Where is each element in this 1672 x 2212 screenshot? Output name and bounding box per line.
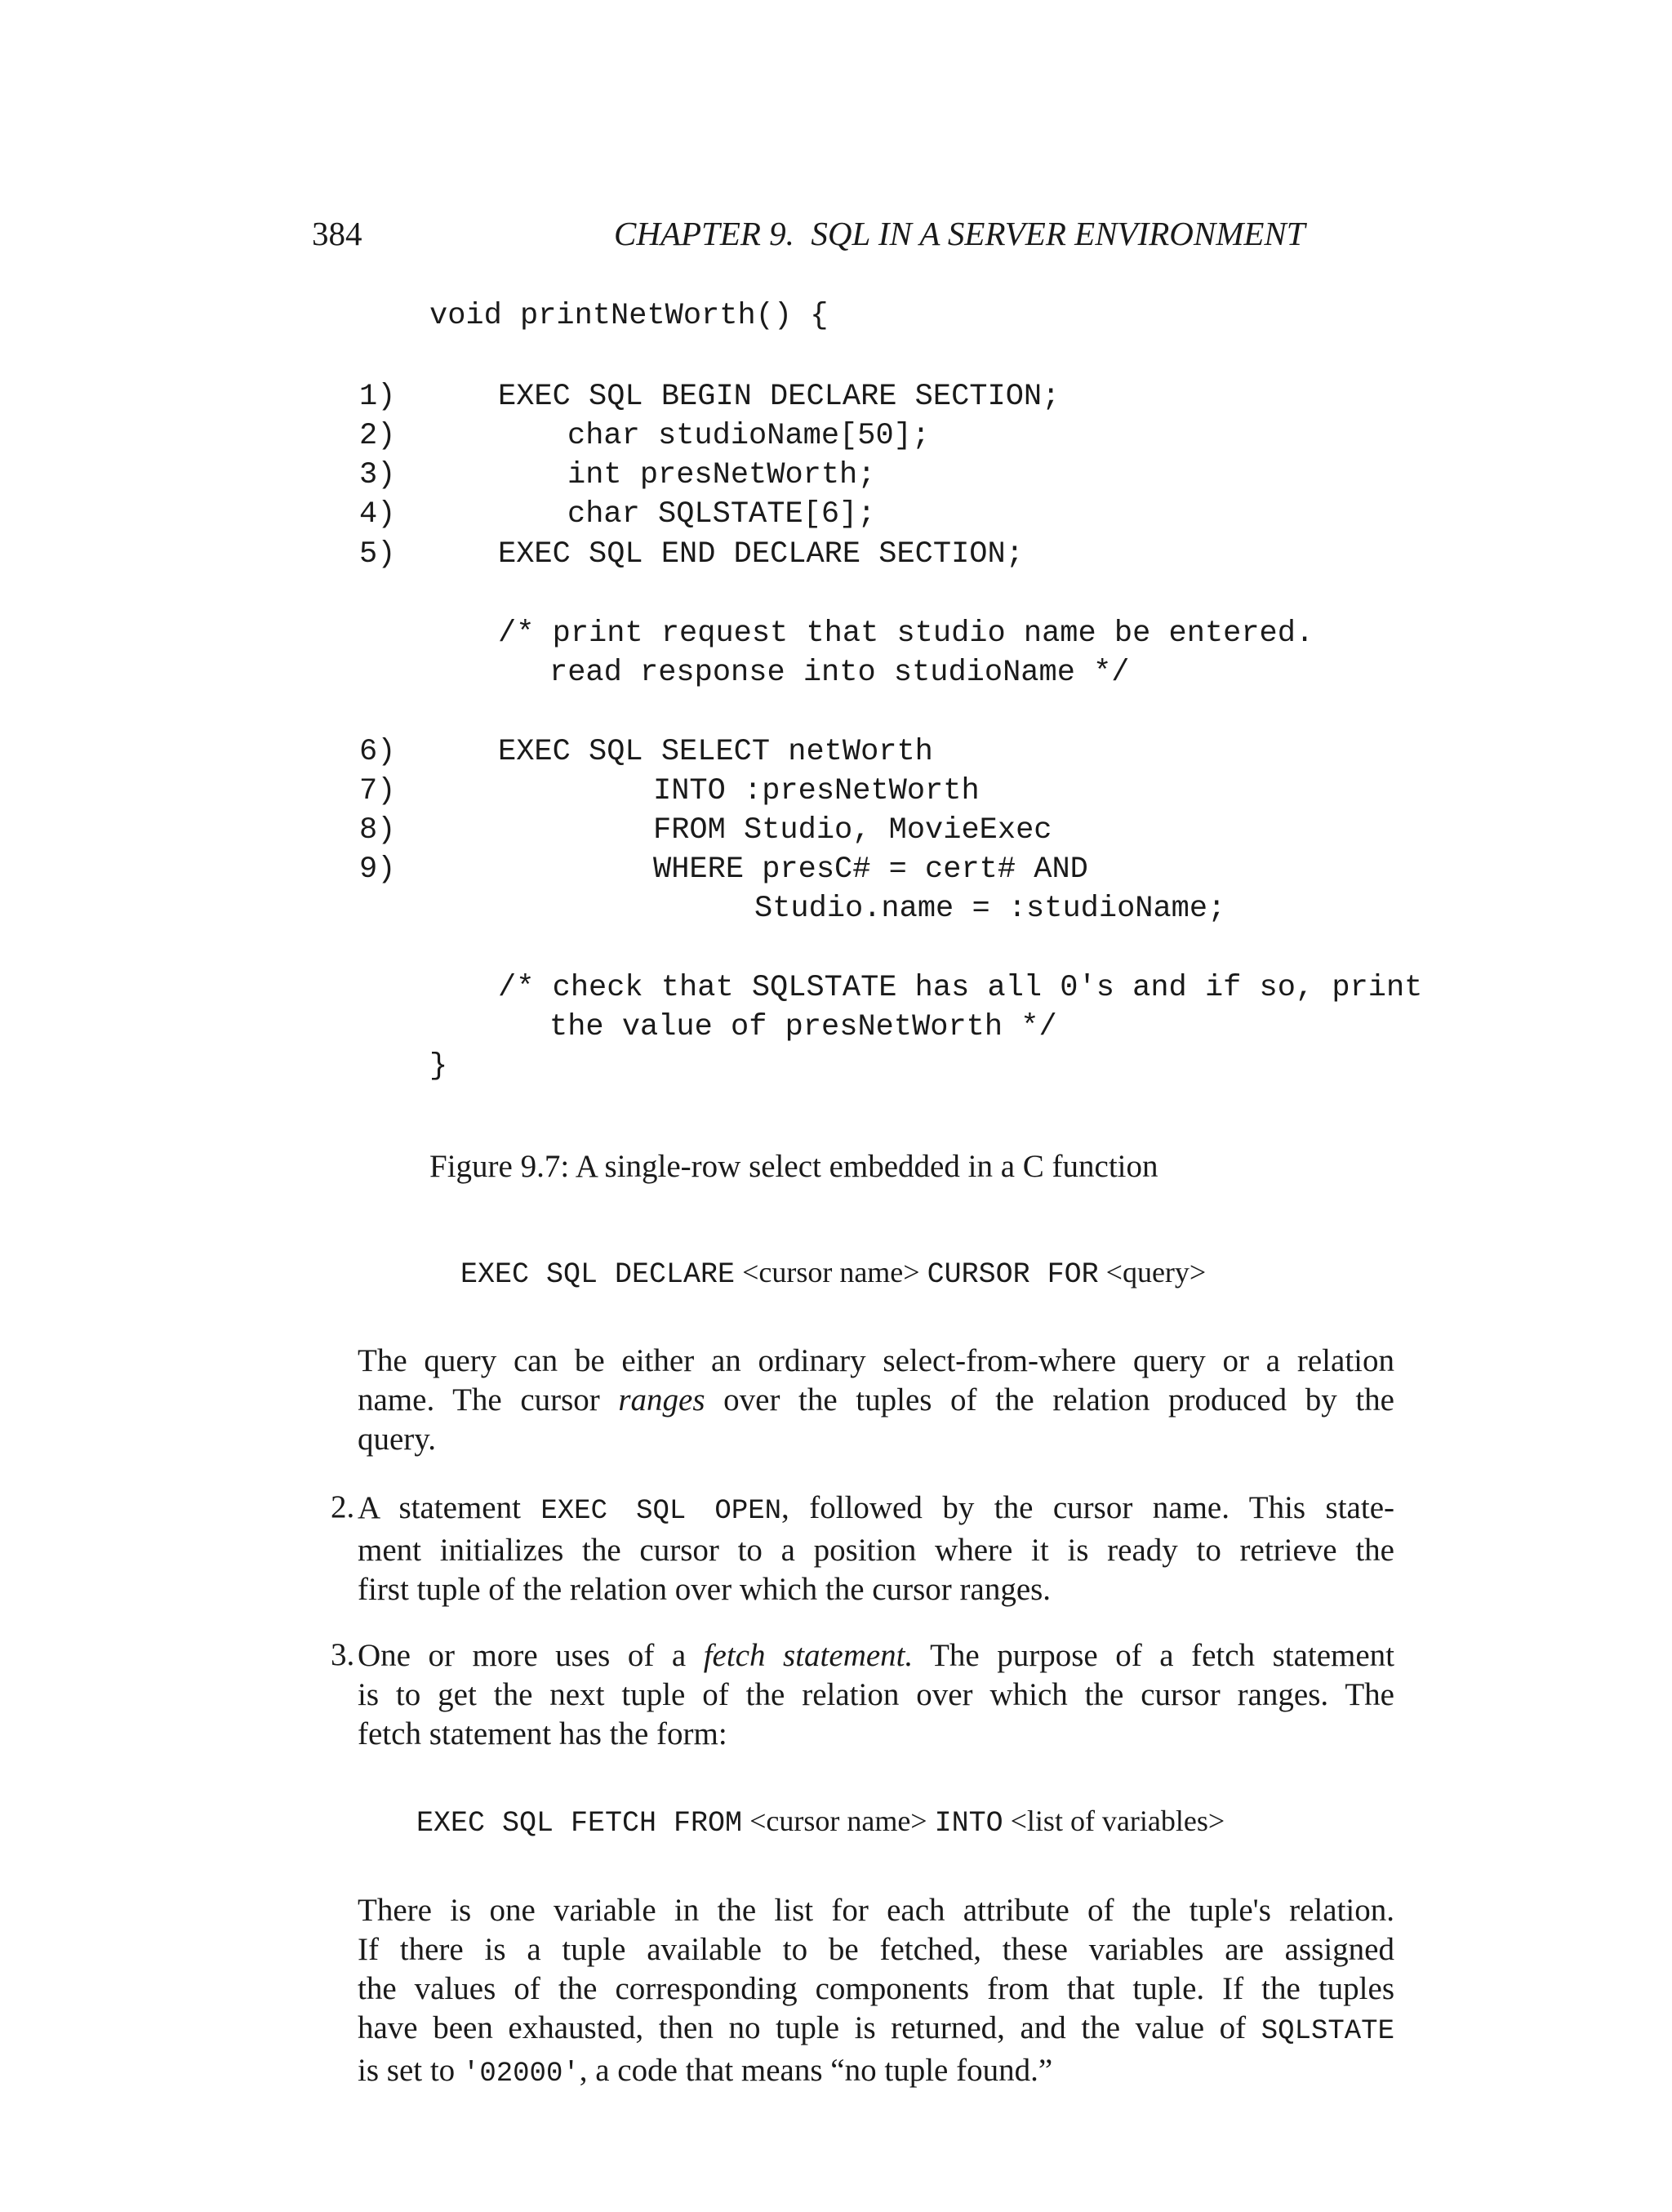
text-line: One or more uses of a fetch statement. The purpose of a fetch statement [358,1638,1395,1673]
code-closing-brace: } [429,1049,448,1084]
text-line: name. The cursor ranges over the tuples of the relation produced by the [358,1382,1394,1418]
code-line: EXEC SQL SELECT netWorth [498,735,933,769]
code-line: int presNetWorth; [567,458,876,492]
list-item-number: 2. [331,1489,355,1524]
line-number: 2) [359,419,396,453]
text-line: is to get the next tuple of the relation over which the cursor ranges. The [358,1677,1394,1712]
inline-code: '02000' [462,2058,580,2090]
list-item [358,1489,1394,1609]
inline-code: SQLSTATE [1261,2016,1394,2047]
fetch-statement [416,1804,1225,1840]
code-comment: the value of presNetWorth */ [549,1010,1057,1044]
text-line: query. [358,1422,437,1457]
syntax-placeholder: <cursor name> [749,1805,927,1837]
text-line: ment initializes the cursor to a position where it is ready to retrieve the [358,1533,1394,1568]
line-number: 6) [359,735,396,769]
emphasis: ranges [618,1382,705,1418]
code-comment: /* print request that studio name be entered. [498,616,1314,651]
text-line: The query can be either an ordinary select-from-where query or a relation [358,1343,1394,1378]
line-number: 3) [359,458,396,492]
code-line: void printNetWorth() { [429,299,829,333]
inline-code: EXEC SQL OPEN [540,1496,782,1527]
list-item-number: 3. [331,1637,355,1672]
code-line: Studio.name = :studioName; [754,892,1226,926]
text-line: fetch statement has the form: [358,1716,727,1751]
line-number: 5) [359,537,396,572]
text-line: the values of the corresponding components from that tuple. If the tuples [358,1971,1394,2006]
running-head: CHAPTER 9. SQL IN A SERVER ENVIRONMENT [614,215,1305,252]
code-line: char studioName[50]; [567,419,931,453]
page-number: 384 [312,215,362,252]
line-number: 4) [359,497,396,532]
line-number: 1) [359,380,396,414]
text-line: A statement EXEC SQL OPEN, followed by the cursor name. This state- [358,1490,1394,1527]
line-number: 7) [359,774,396,808]
text-line: first tuple of the relation over which the cursor ranges. [358,1572,1052,1607]
text-line: have been exhausted, then no tuple is returned, and the value of SQLSTATE [358,2010,1394,2047]
code-line: EXEC SQL BEGIN DECLARE SECTION; [498,380,1061,414]
text-line: is set to '02000', a code that means “no tuple found.” [358,2053,1053,2090]
list-item [358,1636,1394,1754]
code-keyword: EXEC SQL FETCH FROM [416,1807,743,1840]
line-number: 9) [359,852,396,887]
body-paragraph [358,1891,1394,2094]
emphasis: fetch statement. [703,1638,914,1673]
code-comment: read response into studioName */ [549,656,1130,690]
syntax-placeholder: <query> [1105,1256,1207,1288]
text-line: If there is a tuple available to be fetched, these variables are assigned [358,1932,1394,1967]
syntax-placeholder: <list of variables> [1010,1805,1225,1837]
code-keyword: CURSOR FOR [927,1258,1099,1291]
declare-cursor-statement [460,1255,1206,1291]
code-line: FROM Studio, MovieExec [653,813,1052,848]
code-comment: /* check that SQLSTATE has all 0's and if so, print [498,971,1423,1005]
code-keyword: EXEC SQL DECLARE [460,1258,736,1291]
code-line: EXEC SQL END DECLARE SECTION; [498,537,1024,572]
code-line: INTO :presNetWorth [653,774,980,808]
code-keyword: INTO [934,1807,1003,1840]
text-line: There is one variable in the list for each attribute of the tuple's relation. [358,1893,1394,1928]
figure-caption: Figure 9.7: A single-row select embedded in a C function [429,1149,1158,1184]
syntax-placeholder: <cursor name> [742,1256,920,1288]
code-line: WHERE presC# = cert# AND [653,852,1088,887]
line-number: 8) [359,813,396,848]
body-paragraph [358,1342,1394,1459]
code-line: char SQLSTATE[6]; [567,497,876,532]
